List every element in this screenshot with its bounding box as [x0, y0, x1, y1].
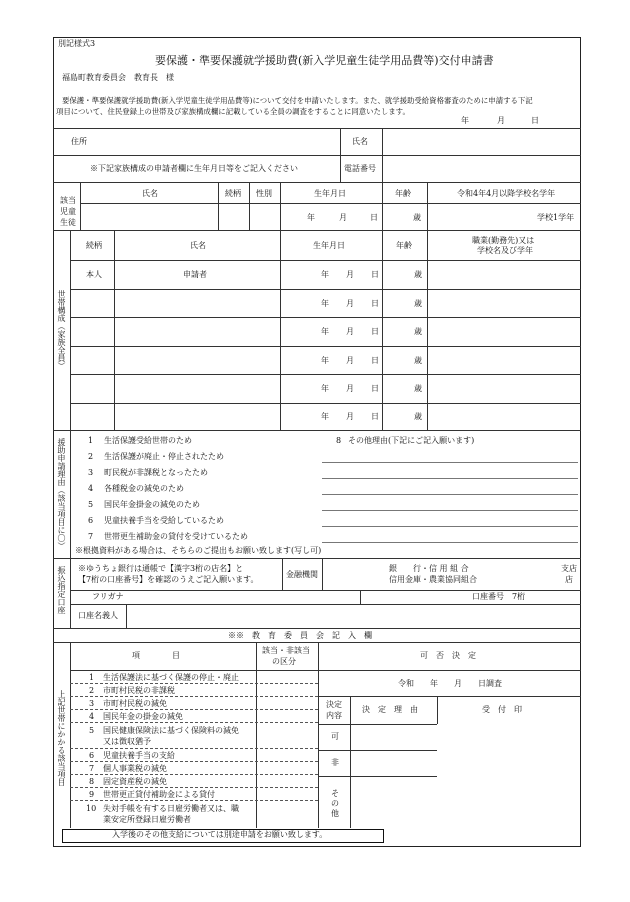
- form-id: 別記様式3: [58, 39, 96, 48]
- family-row3-age: 歳: [414, 327, 422, 336]
- office-col-status-line2: の区分: [272, 657, 296, 666]
- family-col-age: 年齢: [396, 241, 412, 250]
- office-item-text-6: 児童扶養手当の支給: [103, 751, 175, 760]
- decision-reason-label: 決 定 理 由: [362, 705, 418, 714]
- family-row6-day: 日: [371, 412, 379, 421]
- student-col-relation: 続柄: [225, 189, 241, 198]
- family-col-birth: 生年月日: [313, 241, 345, 250]
- student-col-sex: 性別: [256, 189, 272, 198]
- family-row4-year: 年: [321, 356, 329, 365]
- family-row1-month: 月: [346, 270, 354, 279]
- bank-type-line1: 銀 行・信 用 組 合: [389, 564, 469, 573]
- office-item-no-7: 7: [89, 764, 95, 773]
- office-item-no-5: 5: [89, 726, 95, 735]
- bank-section-label: 振込指定口座: [57, 566, 66, 614]
- decision-deny: 非: [331, 758, 339, 767]
- office-item-no-10: 10: [86, 804, 97, 813]
- office-item-no-8: 8: [89, 777, 95, 786]
- family-row2-day: 日: [371, 299, 379, 308]
- family-row2-age: 歳: [414, 299, 422, 308]
- family-row2-year: 年: [321, 299, 329, 308]
- institution-label: 金融機関: [286, 570, 318, 579]
- family-row1-year: 年: [321, 270, 329, 279]
- student-col-birth: 生年月日: [314, 189, 346, 198]
- reason-text-8: その他理由(下記にご記入願います): [348, 436, 475, 445]
- family-row6-age: 歳: [414, 412, 422, 421]
- bank-note-line1: ※ゆうちょ銀行は通帳で【漢字3桁の店名】と: [78, 564, 244, 573]
- family-row3-year: 年: [321, 327, 329, 336]
- office-item-text-10: 失対手帳を有する日雇労働者又は、職: [103, 804, 239, 813]
- student-col-name: 氏名: [142, 189, 158, 198]
- office-item-no-6: 6: [89, 751, 95, 760]
- office-item-text-4: 国民年金の掛金の減免: [103, 712, 183, 721]
- student-birth-month: 月: [339, 213, 347, 222]
- office-item-text-7: 個人事業税の減免: [103, 764, 167, 773]
- office-use-banner: ※※ 教 育 委 員 会 記 入 欄: [228, 631, 372, 640]
- reason-text-3: 町民税が非課税となったため: [104, 468, 208, 477]
- phone-field[interactable]: [385, 157, 577, 179]
- family-row6-month: 月: [346, 412, 354, 421]
- office-col-status-line1: 該当・非該当: [262, 646, 310, 655]
- family-row5-age: 歳: [414, 384, 422, 393]
- family-first-relation: 本人: [86, 270, 102, 279]
- applicant-name-field[interactable]: [385, 130, 577, 152]
- office-item-text-3: 市町村民税の減免: [103, 699, 167, 708]
- intro-text-line2: 項目について、住民登録上の世帯及び家族構成欄に記載している全員の調査をすることに同意いたします。: [56, 107, 410, 116]
- intro-text-line1: 要保護・準要保護就学援助費(新入学児童生徒学用品費等)について交付を申請いたします。また、就学援助受給資格審査のために申請する下記: [62, 96, 533, 105]
- office-item-no-2: 2: [89, 686, 95, 695]
- decision-content-line2: 内容: [326, 711, 342, 720]
- student-grade: 学校1学年: [537, 213, 575, 222]
- decision-other-3: 他: [331, 809, 339, 818]
- reason-no-7: 7: [88, 532, 94, 541]
- reason-no-8: 8: [336, 436, 342, 445]
- applicant-name-label: 氏名: [352, 137, 368, 146]
- office-col-item: 項 目: [132, 651, 180, 660]
- reason-text-6: 児童扶養手当を受給しているため: [104, 516, 224, 525]
- family-col-name: 氏名: [190, 241, 206, 250]
- address-field[interactable]: [92, 130, 336, 152]
- reason-no-2: 2: [88, 452, 94, 461]
- family-row4-month: 月: [346, 356, 354, 365]
- date-day-label: 日: [531, 116, 539, 125]
- family-row3-month: 月: [346, 327, 354, 336]
- office-section-label: 上記世帯にかかる該当項目: [57, 690, 66, 786]
- account-number-label: 口座番号 7桁: [472, 592, 526, 601]
- office-item-text-5: 国民健康保険法に基づく保険料の減免: [103, 726, 239, 735]
- office-item-no-4: 4: [89, 712, 95, 721]
- furigana-label: フリガナ: [92, 592, 124, 601]
- family-row5-month: 月: [346, 384, 354, 393]
- branch-label-1: 支店: [561, 564, 577, 573]
- branch-label-2: 店: [565, 575, 573, 584]
- office-item-text-2: 市町村民税の非課税: [103, 686, 175, 695]
- reason-no-4: 4: [88, 484, 94, 493]
- furigana-field[interactable]: [130, 591, 356, 603]
- reason-no-6: 6: [88, 516, 94, 525]
- office-item-text-8: 固定資産税の減免: [103, 777, 167, 786]
- reason-no-5: 5: [88, 500, 94, 509]
- office-item-no-3: 3: [89, 699, 95, 708]
- institution-name-field[interactable]: [325, 560, 385, 588]
- bank-type-line2: 信用金庫・農業協同組合: [389, 575, 477, 584]
- student-birth-day: 日: [370, 213, 378, 222]
- student-birth-year: 年: [307, 213, 315, 222]
- family-col-job-line2: 学校名及び学年: [477, 246, 533, 255]
- family-section-label: 世帯構成（家族全員）: [57, 290, 66, 370]
- family-row1-day: 日: [371, 270, 379, 279]
- office-item-text-5b: 又は徴収猶予: [103, 737, 151, 746]
- reason-text-4: 各種税金の減免のため: [104, 484, 184, 493]
- reasons-footnote: ※根拠資料がある場合は、そちらのご提出もお願い致します(写し可): [75, 546, 322, 555]
- account-holder-field[interactable]: [130, 606, 576, 626]
- branch-name-field[interactable]: [500, 560, 560, 588]
- family-first-name: 申請者: [183, 270, 207, 279]
- family-col-job-line1: 職業(勤務先)又は: [472, 236, 535, 245]
- survey-date: 令和 年 月 日調査: [398, 679, 502, 688]
- family-row6-year: 年: [321, 412, 329, 421]
- phone-label: 電話番号: [344, 164, 376, 173]
- account-holder-label: 口座名義人: [78, 611, 118, 620]
- footer-note: 入学後のその他支給については別途申請をお願い致します。: [112, 830, 328, 839]
- decision-other-1: そ: [331, 789, 339, 798]
- office-item-no-1: 1: [89, 673, 95, 682]
- bank-note-line2: 【7桁の口座番号】を確認のうえご記入願います。: [78, 575, 259, 584]
- family-row5-day: 日: [371, 384, 379, 393]
- reasons-section-label: 援助申請理由（該当項目に〇）: [57, 438, 66, 550]
- date-year-label: 年: [461, 116, 469, 125]
- office-item-text-1: 生活保護法に基づく保護の停止・廃止: [103, 673, 239, 682]
- family-row1-age: 歳: [414, 270, 422, 279]
- reason-no-1: 1: [88, 436, 94, 445]
- family-row4-age: 歳: [414, 356, 422, 365]
- addressee: 福島町教育委員会 教育長 様: [62, 73, 174, 82]
- decision-other-2: の: [331, 799, 339, 808]
- office-col-decision: 可 否 決 定: [420, 651, 476, 660]
- decision-approve: 可: [331, 732, 339, 741]
- address-label: 住所: [71, 137, 87, 146]
- family-entry-note: ※下記家族構成の申請者欄に生年月日等をご記入ください: [90, 164, 298, 173]
- date-month-label: 月: [497, 116, 505, 125]
- office-item-no-9: 9: [89, 790, 95, 799]
- receipt-stamp-label: 受 付 印: [482, 705, 522, 714]
- reason-text-5: 国民年金掛金の減免のため: [104, 500, 200, 509]
- student-col-school: 令和4年4月以降学校名学年: [457, 189, 556, 198]
- family-col-relation: 続柄: [86, 241, 102, 250]
- office-item-text-10b: 業安定所登録日雇労働者: [103, 815, 191, 824]
- decision-content-line1: 決定: [326, 700, 342, 709]
- form-title: 要保護・準要保護就学援助費(新入学児童生徒学用品費等)交付申請書: [155, 54, 494, 67]
- family-row5-year: 年: [321, 384, 329, 393]
- family-row3-day: 日: [371, 327, 379, 336]
- reason-text-1: 生活保護受給世帯のため: [104, 436, 192, 445]
- student-age-unit: 歳: [413, 213, 421, 222]
- reason-text-7: 世帯更生補助金の貸付を受けているため: [104, 532, 248, 541]
- reason-text-2: 生活保護が廃止・停止されたため: [104, 452, 224, 461]
- family-row4-day: 日: [371, 356, 379, 365]
- student-col-age: 年齢: [395, 189, 411, 198]
- office-item-text-9: 世帯更正貸付補助金による貸付: [103, 790, 215, 799]
- reason-no-3: 3: [88, 468, 94, 477]
- student-section-label: 該当児童生徒: [60, 196, 76, 227]
- family-row2-month: 月: [346, 299, 354, 308]
